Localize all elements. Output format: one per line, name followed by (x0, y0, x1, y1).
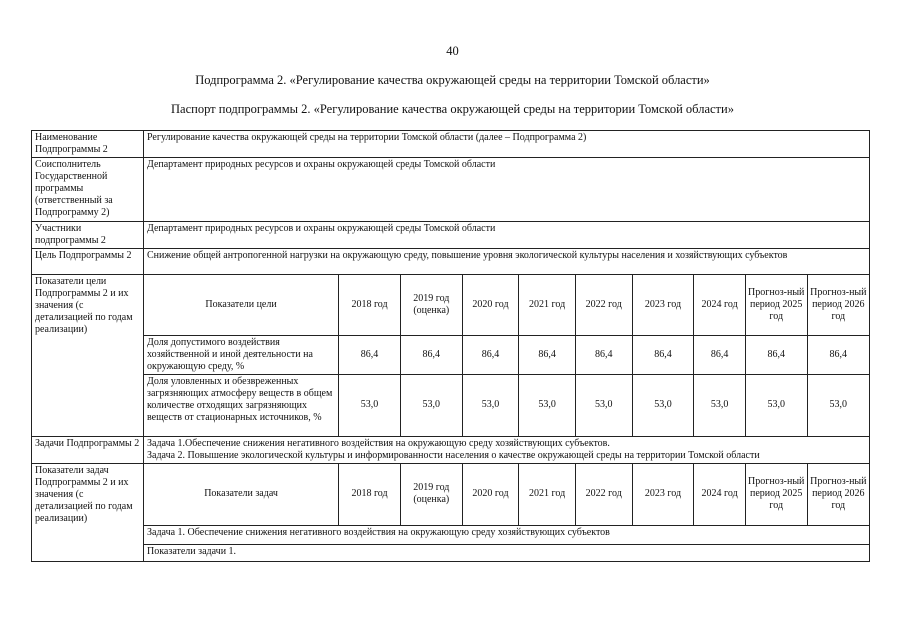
header-cell: 2024 год (694, 275, 745, 335)
indicator-value: 53,0 (400, 374, 462, 436)
name-value: Регулирование качества окружающей среды на территории Томской области (далее – Подпрограмма 2) (144, 131, 870, 158)
header-cell: 2022 год (575, 464, 632, 525)
header-cell: 2021 год (519, 464, 576, 525)
tasks-label: Задачи Подпрограммы 2 (32, 437, 144, 464)
goal-row (32, 249, 870, 275)
goal-value: Снижение общей антропогенной нагрузки на окружающую среду, повышение уровня экологической культуры населения и хозяйствующих субъектов (144, 249, 870, 275)
name-row (32, 131, 870, 158)
indicator-value: 86,4 (632, 335, 694, 374)
indicator-value: 86,4 (462, 335, 519, 374)
task-indicators-header (144, 464, 869, 525)
task1-row (144, 525, 869, 544)
header-cell: Показатели задач (144, 464, 339, 525)
header-cell: 2024 год (694, 464, 745, 525)
page-number: 40 (446, 44, 459, 58)
header-cell: Показатели цели (144, 275, 339, 335)
task-indicators-label: Показатели задач Подпрограммы 2 и их значения (с детализацией по годам реализации) (32, 464, 144, 562)
indicator-value: 53,0 (694, 374, 745, 436)
coexecutor-label: Соисполнитель Государственной программы (ответственный за Подпрограмму 2) (32, 158, 144, 222)
goal-indicators-label: Показатели цели Подпрограммы 2 и их значения (с детализацией по годам реализации) (32, 275, 144, 437)
participants-label: Участники подпрограммы 2 (32, 222, 144, 249)
indicator-value: 86,4 (745, 335, 807, 374)
task1-indicators-row (144, 544, 869, 561)
passport-title: Паспорт подпрограммы 2. «Регулирование качества окружающей среды на территории Томской области» (171, 102, 734, 116)
header-cell: Прогноз-ный период 2025 год (745, 275, 807, 335)
header-cell: 2020 год (462, 275, 519, 335)
indicator-value: 53,0 (807, 374, 869, 436)
header-cell: 2019 год (оценка) (400, 464, 462, 525)
goal-indicators-row (32, 275, 870, 437)
indicator-value: 53,0 (575, 374, 632, 436)
indicator-value: 53,0 (519, 374, 576, 436)
header-cell: 2020 год (462, 464, 519, 525)
coexecutor-value: Департамент природных ресурсов и охраны окружающей среды Томской области (144, 158, 870, 222)
header-cell: 2023 год (632, 275, 694, 335)
indicator-value: 53,0 (745, 374, 807, 436)
indicator-value: 86,4 (694, 335, 745, 374)
header-cell: 2018 год (339, 464, 401, 525)
goal-indicators-table (144, 275, 869, 436)
task-indicators-cell (144, 464, 870, 562)
goal-indicators-header (144, 275, 869, 335)
header-cell: 2018 год (339, 275, 401, 335)
header-cell: Прогноз-ный период 2026 год (807, 464, 869, 525)
header-cell: 2022 год (575, 275, 632, 335)
passport-table (31, 130, 870, 562)
indicator-value: 86,4 (400, 335, 462, 374)
indicator-value: 53,0 (632, 374, 694, 436)
task-1: Задача 1.Обеспечение снижения негативного воздействия на окружающую среду хозяйствующих субъектов. (147, 438, 610, 449)
task1-indicators: Показатели задачи 1. (144, 544, 869, 561)
tasks-value (144, 437, 870, 464)
participants-value: Департамент природных ресурсов и охраны окружающей среды Томской области (144, 222, 870, 249)
task-2: Задача 2. Повышение экологической культуры и информированности населения о качестве окружающей среды на территории Томской области (147, 450, 760, 461)
task1-title: Задача 1. Обеспечение снижения негативного воздействия на окружающую среду хозяйствующих субъектов (144, 525, 869, 544)
indicator-name: Доля допустимого воздействия хозяйственной и иной деятельности на окружающую среду, % (144, 335, 339, 374)
header-cell: 2023 год (632, 464, 694, 525)
header-cell: Прогноз-ный период 2025 год (745, 464, 807, 525)
table-row (144, 374, 869, 436)
table-row (144, 335, 869, 374)
task-indicators-table (144, 464, 869, 561)
header-cell: 2019 год (оценка) (400, 275, 462, 335)
indicator-value: 86,4 (519, 335, 576, 374)
goal-label: Цель Подпрограммы 2 (32, 249, 144, 275)
header-cell: Прогноз-ный период 2026 год (807, 275, 869, 335)
indicator-value: 86,4 (807, 335, 869, 374)
indicator-value: 86,4 (339, 335, 401, 374)
indicator-value: 53,0 (339, 374, 401, 436)
header-cell: 2021 год (519, 275, 576, 335)
tasks-row (32, 437, 870, 464)
task-indicators-row (32, 464, 870, 562)
indicator-value: 53,0 (462, 374, 519, 436)
document-title: Подпрограмма 2. «Регулирование качества окружающей среды на территории Томской области» (195, 73, 710, 87)
name-label: Наименование Подпрограммы 2 (32, 131, 144, 158)
coexecutor-row (32, 158, 870, 222)
participants-row (32, 222, 870, 249)
indicator-name: Доля уловленных и обезвреженных загрязняющих атмосферу веществ в общем количестве отходящих загрязняющих веществ от стационарных источников, % (144, 374, 339, 436)
goal-indicators-cell (144, 275, 870, 437)
indicator-value: 86,4 (575, 335, 632, 374)
